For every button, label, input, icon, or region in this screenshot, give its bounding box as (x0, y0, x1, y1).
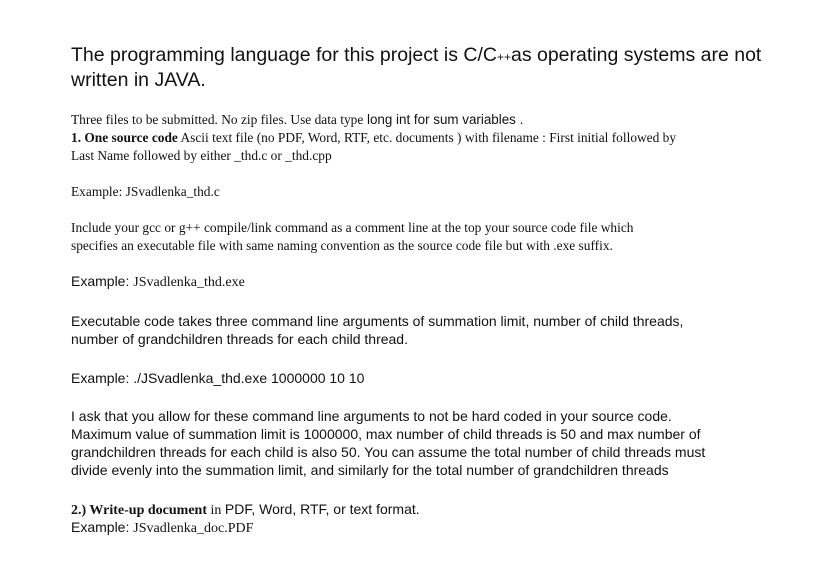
example-label: Example: (71, 370, 134, 386)
item1-number: 1. (71, 130, 82, 145)
item2-number: 2.) (71, 503, 87, 518)
ask-line-3: grandchildren threads for each child is also 50. You can assume the total number of child threads must (71, 444, 706, 460)
example-value: ./JSvadlenka_thd.exe 1000000 10 10 (133, 370, 365, 386)
example-label: Example: (71, 519, 134, 535)
cutoff-next-line (71, 553, 791, 561)
example-run-command (71, 369, 364, 387)
example-source-file (71, 183, 220, 201)
intro-sans-text: long int for sum variables . (363, 112, 524, 127)
heading-line-1 (71, 44, 791, 69)
example-label: Example: (71, 273, 134, 289)
ask-line-2: Maximum value of summation limit is 1000000, max number of child threads is 50 and max number of (71, 426, 701, 442)
include-line-2: specifies an executable file with same naming convention as the source code file but with .exe suffix. (71, 238, 613, 253)
example-executable-file (71, 272, 245, 292)
heading-text-part2: as operating systems are not (510, 44, 762, 66)
item1-line-1 (71, 129, 676, 147)
ask-line-1: I ask that you allow for these command line arguments to not be hard coded in your source code. (71, 408, 672, 424)
example-value: JSvadlenka_thd.exe (133, 275, 245, 290)
page-heading (71, 44, 791, 92)
item2-in-text: in (207, 503, 225, 518)
intro-line (71, 111, 523, 129)
item2-example (71, 518, 253, 538)
heading-text-part1: The programming language for this project is C/C (71, 44, 497, 66)
item2-description: PDF, Word, RTF, or text format. (224, 501, 420, 517)
executable-line-2: number of grandchildren threads for each child thread. (71, 331, 408, 347)
ask-line-4: divide evenly into the summation limit, and similarly for the total number of grandchildren threads (71, 462, 669, 478)
heading-line-2: written in JAVA. (71, 69, 206, 91)
intro-serif-text: Three files to be submitted. No zip files. Use data type (71, 112, 364, 127)
executable-line-1: Executable code takes three command line arguments of summation limit, number of child threads, (71, 313, 684, 329)
item2-bold-title: Write-up document (86, 503, 207, 518)
item1-bold-title: One source code (81, 130, 178, 145)
example-value: JSvadlenka_thd.c (125, 184, 220, 199)
example-label: Example: (71, 184, 126, 199)
include-line-1: Include your gcc or g++ compile/link command as a comment line at the top your source code file which (71, 220, 634, 235)
heading-plusplus: ++ (496, 50, 511, 64)
item1-line-2: Last Name followed by either _thd.c or _thd.cpp (71, 148, 332, 163)
example-value: JSvadlenka_doc.PDF (133, 521, 254, 536)
item1-description: Ascii text file (no PDF, Word, RTF, etc. documents ) with filename : First initial followed by (177, 130, 677, 145)
item2-line-1 (71, 500, 420, 520)
